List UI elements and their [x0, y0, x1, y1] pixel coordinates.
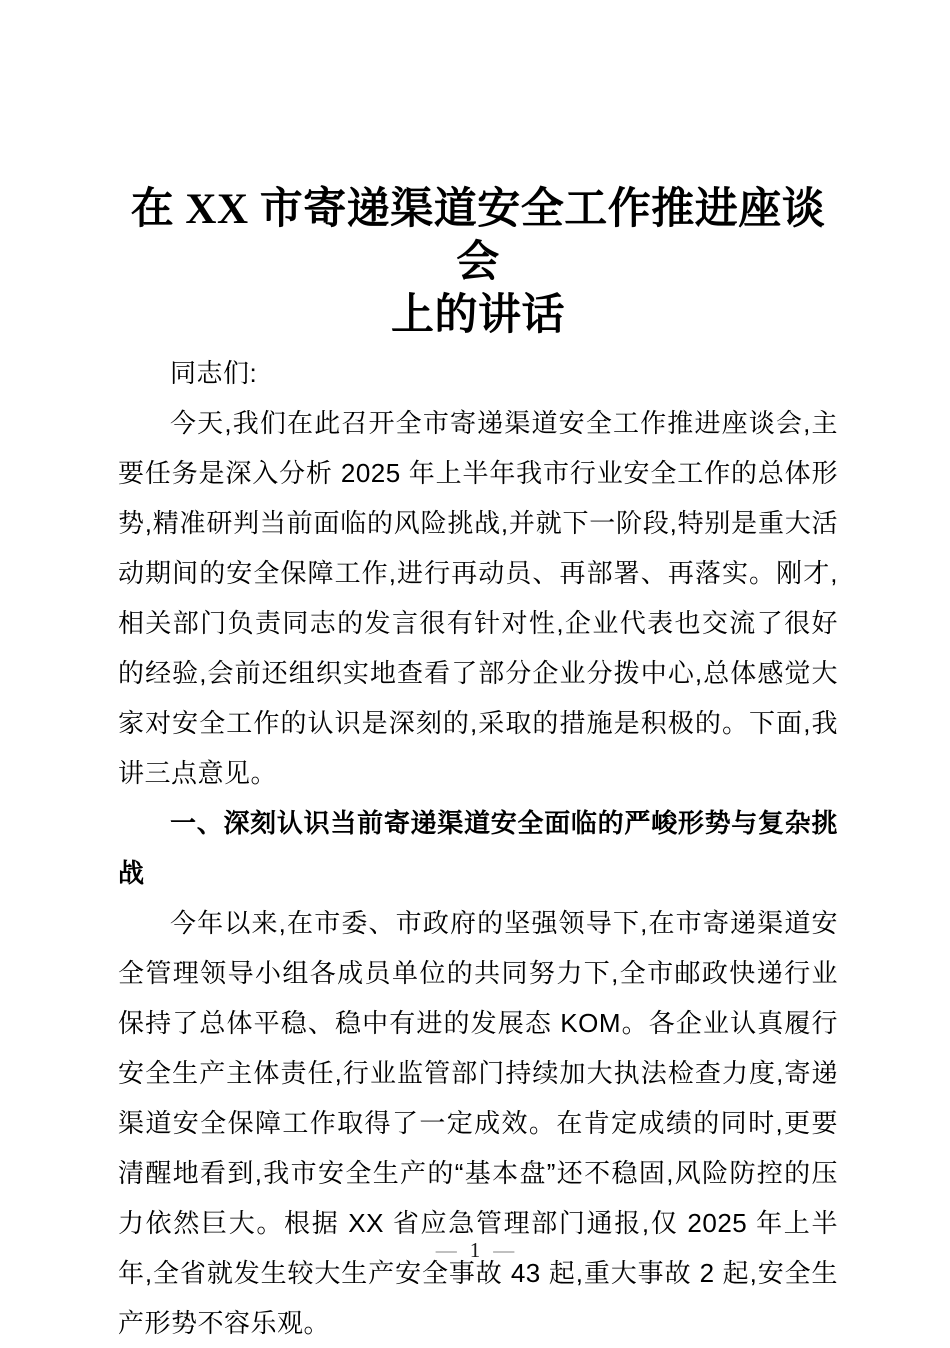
document-page [118, 183, 838, 1348]
page-footer [0, 1236, 950, 1264]
document-title [118, 183, 838, 342]
document-title-line2: 上的讲话 [391, 292, 565, 339]
section-1-paragraph: 今年以来,在市委、市政府的坚强领导下,在市寄递渠道安全管理领导小组各成员单位的共同努力下,全市邮政快递行业保持了总体平稳、稳中有进的发展态 KOM。各企业认真履行安全生产主体责任,行业监管部门持续加大执法检查力度,寄递渠道安全保障工作取得了一定成效。在肯定成绩的同时,更要清醒地看到,我市安全生产的“基本盘”还不稳固,风险防控的压力依然巨大。根据 XX 省应急管理部门通报,仅 2025 年上半年,全省就发生较大生产安全事故 43 起,重大事故 2 起,安全生产形势不容乐观。 [118, 908, 838, 1338]
footer-right-dash: — [493, 1238, 515, 1262]
document-title-line1: 在 XX 市寄递渠道安全工作推进座谈会 [130, 186, 826, 286]
footer-left-dash: — [435, 1238, 457, 1262]
intro-paragraph: 今天,我们在此召开全市寄递渠道安全工作推进座谈会,主要任务是深入分析 2025 年上半年我市行业安全工作的总体形势,精准研判当前面临的风险挑战,并就下一阶段,特别是重大活动期间的安全保障工作,进行再动员、再部署、再落实。刚才,相关部门负责同志的发言很有针对性,企业代表也交流了很好的经验,会前还组织实地查看了部分企业分拨中心,总体感觉大家对安全工作的认识是深刻的,采取的措施是积极的。下面,我讲三点意见。 [118, 408, 838, 788]
section-1-heading: 一、深刻认识当前寄递渠道安全面临的严峻形势与复杂挑战 [118, 808, 838, 888]
salutation: 同志们: [170, 358, 258, 388]
page-number: 1 [469, 1238, 481, 1262]
